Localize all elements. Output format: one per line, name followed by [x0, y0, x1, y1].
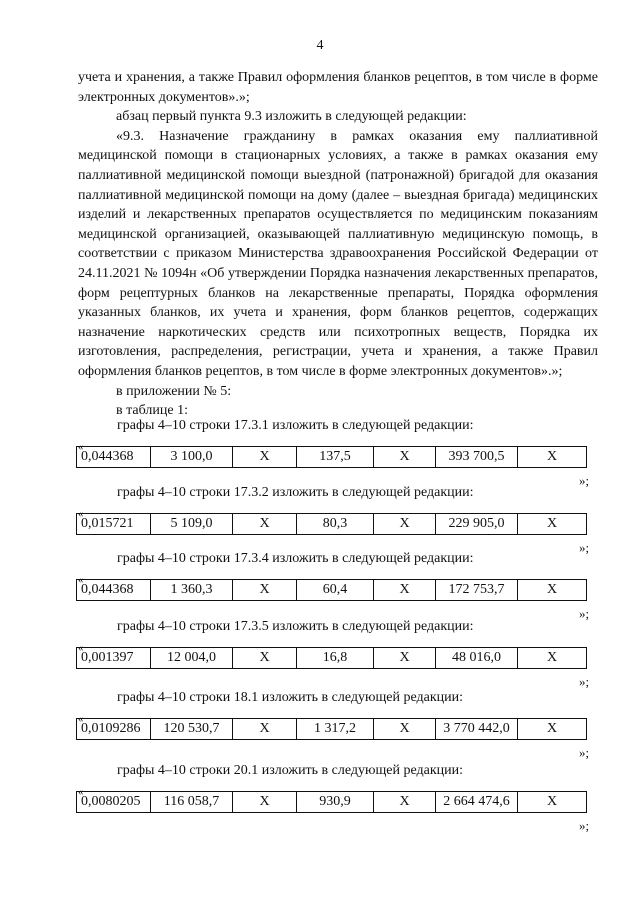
paragraph-continuation: учета и хранения, а также Правил оформления бланков рецептов, в том числе в форме электронных документов».»; [78, 70, 598, 105]
table-cell: Х [233, 514, 297, 535]
amendment-block [0, 690, 640, 770]
table-cell: 116 058,7 [151, 792, 233, 813]
table-cell: 0,044368 [77, 580, 151, 601]
open-quote: « [78, 508, 84, 520]
table-row [77, 792, 587, 813]
table-cell: 393 700,5 [436, 447, 518, 468]
table-cell: 80,3 [297, 514, 374, 535]
table-cell: Х [374, 514, 436, 535]
table-cell: 5 109,0 [151, 514, 233, 535]
page-number: 4 [316, 38, 324, 53]
table-cell: 3 770 442,0 [436, 719, 518, 740]
table-cell: Х [374, 447, 436, 468]
table-cell: 930,9 [297, 792, 374, 813]
body-text [78, 68, 598, 421]
close-quote: »; [579, 674, 590, 689]
table-cell: Х [518, 580, 587, 601]
amendment-table [76, 513, 587, 535]
amendment-table [76, 579, 587, 601]
table-cell: 0,0109286 [77, 719, 151, 740]
paragraph-appendix: в приложении № 5: [116, 383, 232, 399]
table-cell: 0,015721 [77, 514, 151, 535]
close-quote: »; [579, 473, 590, 488]
table-cell: Х [518, 648, 587, 669]
open-quote: « [78, 574, 84, 586]
table-cell: Х [374, 792, 436, 813]
table-cell: Х [518, 792, 587, 813]
table-row [77, 648, 587, 669]
table-cell: 137,5 [297, 447, 374, 468]
amendment-table [76, 718, 587, 740]
table-cell: 172 753,7 [436, 580, 518, 601]
table-cell: 60,4 [297, 580, 374, 601]
table-cell: 16,8 [297, 648, 374, 669]
amendment-heading: графы 4–10 строки 20.1 изложить в следующей редакции: [117, 763, 464, 778]
table-cell: Х [374, 719, 436, 740]
table-cell: 229 905,0 [436, 514, 518, 535]
table-cell: Х [518, 447, 587, 468]
table-cell: Х [518, 719, 587, 740]
amendment-block [0, 619, 640, 699]
open-quote: « [78, 786, 84, 798]
amendment-table [76, 446, 587, 468]
close-quote: »; [579, 606, 590, 621]
table-cell: 48 016,0 [436, 648, 518, 669]
table-cell: 0,044368 [77, 447, 151, 468]
table-cell: Х [233, 447, 297, 468]
table-cell: 3 100,0 [151, 447, 233, 468]
table-cell: Х [374, 648, 436, 669]
paragraph-quoted-9-3: «9.3. Назначение гражданину в рамках оказания ему паллиативной медицинской помощи в стационарных условиях, а также в рамках оказания ему паллиативной медицинской помощи выездной (патронажной) бригадой для оказания паллиативной медицинской помощи на дому (далее – выездная бригада) медицинских изделий и лекарственных препаратов осуществляется по медицинским показаниям медицинской организацией, оказывающей паллиативную медицинскую помощь, в соответствии с приказом Министерства здравоохранения Российской Федерации от 24.11.2021 № 1094н «Об утверждении Порядка назначения лекарственных препаратов, форм рецептурных бланков на лекарственные препараты, Порядка оформления указанных бланков, их учета и хранения, форм бланков рецептов, содержащих назначение наркотических средств или психотропных веществ, Порядка их изготовления, распределения, регистрации, учета и хранения, а также Правил оформления бланков рецептов, в том числе в форме электронных документов».»; [78, 128, 598, 379]
table-cell: 1 317,2 [297, 719, 374, 740]
table-cell: 0,0080205 [77, 792, 151, 813]
open-quote: « [78, 441, 84, 453]
amendment-heading: графы 4–10 строки 17.3.4 изложить в следующей редакции: [117, 551, 474, 566]
close-quote: »; [579, 745, 590, 760]
amendment-heading: графы 4–10 строки 18.1 изложить в следующей редакции: [117, 690, 464, 705]
table-row [77, 447, 587, 468]
amendment-heading: графы 4–10 строки 17.3.1 изложить в следующей редакции: [117, 418, 474, 433]
paragraph-instruction: абзац первый пункта 9.3 изложить в следующей редакции: [116, 109, 467, 125]
amendment-table [76, 791, 587, 813]
table-row [77, 514, 587, 535]
table-cell: 12 004,0 [151, 648, 233, 669]
table-row [77, 719, 587, 740]
amendment-table [76, 647, 587, 669]
table-cell: 0,001397 [77, 648, 151, 669]
open-quote: « [78, 642, 84, 654]
table-cell: 1 360,3 [151, 580, 233, 601]
paragraph-table-ref: в таблице 1: [116, 403, 188, 419]
table-cell: Х [233, 648, 297, 669]
table-row [77, 580, 587, 601]
table-cell: 2 664 474,6 [436, 792, 518, 813]
table-cell: Х [518, 514, 587, 535]
close-quote: »; [579, 818, 590, 833]
table-cell: Х [233, 719, 297, 740]
table-cell: 120 530,7 [151, 719, 233, 740]
amendment-block [0, 763, 640, 843]
close-quote: »; [579, 540, 590, 555]
table-cell: Х [233, 792, 297, 813]
open-quote: « [78, 713, 84, 725]
amendment-heading: графы 4–10 строки 17.3.5 изложить в следующей редакции: [117, 619, 474, 634]
table-cell: Х [374, 580, 436, 601]
table-cell: Х [233, 580, 297, 601]
amendment-heading: графы 4–10 строки 17.3.2 изложить в следующей редакции: [117, 485, 474, 500]
